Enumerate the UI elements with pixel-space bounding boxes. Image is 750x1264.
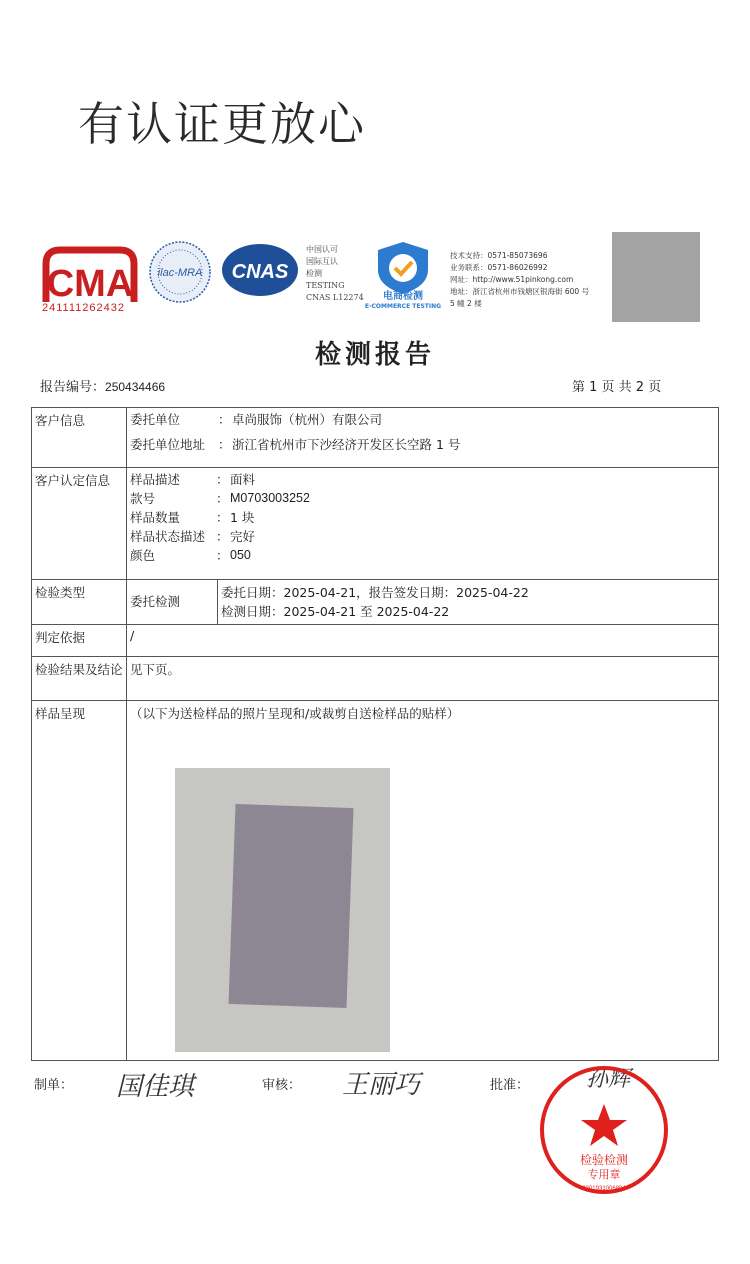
presentation-note: （以下为送检样品的照片呈现和/或裁剪自送检样品的贴样） [127, 701, 719, 1061]
report-number: 报告编号：250434466 [40, 380, 166, 395]
cma-number: 241111262432 [42, 302, 125, 314]
result-value: 见下页。 [127, 657, 719, 701]
seal-inner-text-1: 检验检测 [579, 1153, 629, 1167]
certification-logos [40, 236, 720, 326]
kv-value: M0703003252 [230, 491, 310, 505]
inspection-row [32, 580, 719, 625]
sample-label: 客户认定信息 [32, 468, 127, 580]
kv-key: 样品状态描述 [130, 529, 206, 544]
kv-value: 卓尚服饰（杭州）有限公司 [232, 412, 383, 427]
cma-logo-text: CMA [46, 263, 134, 305]
kv-key: 委托单位 [130, 412, 181, 427]
kv-key: 样品数量 [130, 510, 181, 525]
seal-inner-text-2: 专用章 [587, 1168, 621, 1181]
basis-label: 判定依据 [32, 625, 127, 657]
shield-caption: 电商检测 E-COMMERCE TESTING [364, 291, 442, 310]
inspection-type: 委托检测 [127, 580, 218, 624]
kv-value: 完好 [230, 529, 256, 544]
fabric-sample [229, 804, 354, 1008]
kv-value: 面料 [230, 472, 256, 487]
cnas-logo-text: CNAS [231, 261, 289, 283]
client-label: 客户信息 [32, 408, 127, 468]
client-row: 客户信息 委托单位 ： 卓尚服饰（杭州）有限公司 委托单位地址 ： 浙江省杭州市下沙经济开发区长空路 1 号 [32, 408, 719, 468]
approver-label: 批准： [490, 1078, 530, 1093]
kv-value: 050 [230, 548, 251, 562]
kv-key: 款号 [130, 491, 156, 506]
contact-info: 技术支持：0571-85073696 业务联系：0571-86026992 网址：http://www.51pinkong.com 地址：浙江省杭州市钱塘区银海街 600 号 5 幢 2 楼 [450, 251, 590, 308]
cnas-caption: 中国认可 国际互认 检测 TESTING CNAS L12274 [306, 245, 364, 302]
cnas-logo [220, 240, 300, 300]
kv-value: 1 块 [230, 510, 255, 525]
ilac-logo-text: ilac-MRA [157, 267, 203, 279]
basis-row [32, 625, 719, 657]
maker-signature: 国佳琪 [116, 1072, 195, 1102]
inspection-dates-1: 委托日期：2025-04-21，报告签发日期：2025-04-22 [221, 585, 529, 600]
sample-info-row: 客户认定信息 样品描述 ： 面料 款号 ： M0703003252 样品数量 ： 1 块 样品状态描述 ： 完好 颜色 ： 050 [32, 468, 719, 580]
maker-label: 制单： [34, 1078, 74, 1093]
page-info: 第 1 页 共 2 页 [572, 380, 662, 395]
kv-key: 颜色 [130, 548, 156, 563]
hero-title: 有认证更放心 [78, 97, 366, 151]
approver-signature: 孙辉 [586, 1067, 631, 1092]
qr-placeholder [612, 232, 700, 322]
result-row [32, 657, 719, 701]
result-label: 检验结果及结论 [32, 657, 127, 701]
official-seal [538, 1064, 670, 1196]
kv-key: 样品描述 [130, 472, 181, 487]
report-title: 检测报告 [314, 340, 435, 370]
reviewer-label: 审核： [262, 1078, 302, 1093]
reviewer-signature: 王丽巧 [342, 1070, 421, 1100]
seal-number: 3301931006894 [582, 1186, 626, 1192]
basis-value: / [127, 625, 719, 657]
kv-value: 浙江省杭州市下沙经济开发区长空路 1 号 [232, 437, 461, 452]
ilac-mra-logo [148, 240, 212, 304]
presentation-label: 样品呈现 [32, 701, 127, 1061]
inspection-label: 检验类型 [32, 580, 127, 625]
kv-key: 委托单位地址 [130, 437, 206, 452]
inspection-dates-2: 检测日期：2025-04-21 至 2025-04-22 [221, 604, 450, 619]
